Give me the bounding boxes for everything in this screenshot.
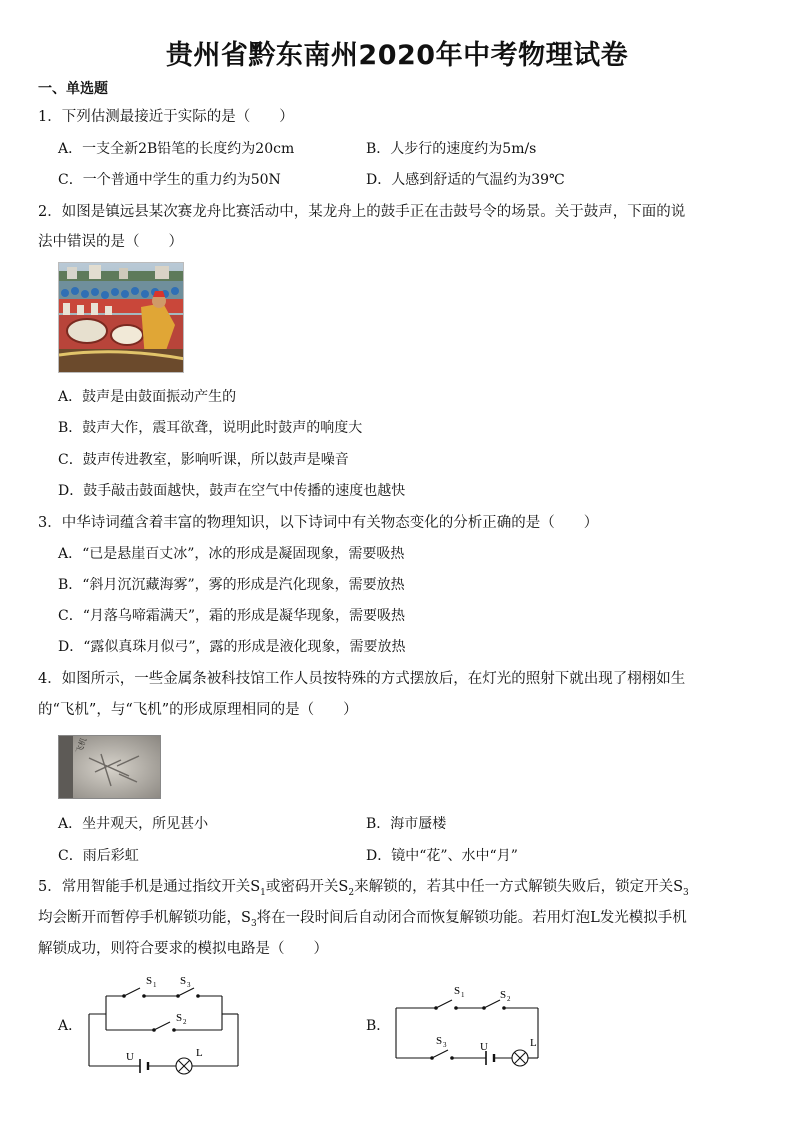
q1-option-a: A．一支全新2B铅笔的长度约为20cm (58, 141, 295, 157)
q3-option-b: B．“斜月沉沉藏海雾”，雾的形成是汽化现象，需要放热 (58, 577, 405, 593)
svg-text:L: L (530, 1037, 537, 1049)
q4-option-a: A．坐井观天，所见甚小 (58, 816, 209, 832)
svg-text:S: S (454, 985, 461, 997)
q4-option-c: C．雨后彩虹 (58, 848, 139, 864)
page-title: 贵州省黔东南州2020年中考物理试卷 (165, 40, 629, 71)
svg-text:S: S (500, 989, 507, 1001)
section-heading: 一、单选题 (38, 81, 108, 97)
svg-text:L: L (196, 1047, 203, 1059)
question-1-stem: 1．下列估测最接近于实际的是（ ） (38, 109, 294, 125)
svg-text:3: 3 (443, 1041, 447, 1049)
dragon-boat-drum-photo (58, 262, 184, 373)
q3-option-d: D．“露似真珠月似弓”，露的形成是液化现象，需要放热 (58, 639, 406, 655)
q3-option-c: C．“月落乌啼霜满天”，霜的形成是凝华现象，需要吸热 (58, 608, 406, 624)
q4-option-d: D．镜中“花”、水中“月” (366, 848, 518, 864)
q3-option-a: A．“已是悬崖百丈冰”，冰的形成是凝固现象，需要吸热 (58, 546, 405, 562)
svg-text:1: 1 (461, 991, 465, 999)
svg-text:S: S (146, 975, 153, 987)
question-3-stem: 3．中华诗词蕴含着丰富的物理知识，以下诗词中有关物态变化的分析正确的是（ ） (38, 515, 599, 531)
circuit-diagram-b (388, 980, 558, 1080)
question-5-stem-line2: 均会断开而暂停手机解锁功能，$S_3$将在一段时间后自动闭合而恢复解锁功能。若用灯泡L发光模拟手机 (38, 910, 687, 929)
question-5-stem-line3: 解锁成功，则符合要求的模拟电路是（ ） (38, 941, 328, 957)
svg-text:U: U (480, 1041, 488, 1053)
q1-option-c: C．一个普通中学生的重力约为50N (58, 172, 281, 188)
svg-text:S: S (436, 1035, 443, 1047)
q1-option-b: B．人步行的速度约为5m/s (366, 141, 537, 157)
question-4-stem-line2: 的“飞机”，与“飞机”的形成原理相同的是（ ） (38, 702, 358, 718)
q4-option-b: B．海市蜃楼 (366, 816, 447, 832)
q2-option-d: D．鼓手敲击鼓面越快，鼓声在空气中传播的速度也越快 (58, 483, 406, 499)
svg-text:2: 2 (507, 995, 511, 1003)
svg-text:U: U (126, 1051, 134, 1063)
metal-airplane-shadow-photo (58, 735, 161, 799)
q2-option-c: C．鼓声传进教室，影响听课，所以鼓声是噪音 (58, 452, 349, 468)
svg-text:S: S (176, 1012, 183, 1024)
q1-option-d: D．人感到舒适的气温约为39℃ (366, 172, 565, 188)
svg-text:S: S (180, 975, 187, 987)
airplane-label: 飞机 (74, 736, 89, 755)
svg-text:1: 1 (153, 981, 157, 989)
question-2-stem-line2: 法中错误的是（ ） (38, 234, 183, 250)
q5-option-a-label: A． (58, 1018, 83, 1034)
question-2-stem-line1: 2．如图是镇远县某次赛龙舟比赛活动中，某龙舟上的鼓手正在击鼓号令的场景。关于鼓声，下面的说 (38, 204, 686, 220)
svg-text:3: 3 (187, 981, 191, 989)
q2-option-a: A．鼓声是由鼓面振动产生的 (58, 389, 237, 405)
circuit-diagram-a (82, 970, 252, 1080)
question-5-stem-line1: 5．常用智能手机是通过指纹开关$S_1$或密码开关$S_2$来解锁的，若其中任一方式解锁失败后，锁定开关$S_3$ (38, 879, 689, 898)
q5-option-b-label: B． (366, 1018, 391, 1034)
q2-option-b: B．鼓声大作，震耳欲聋，说明此时鼓声的响度大 (58, 420, 363, 436)
question-4-stem-line1: 4．如图所示，一些金属条被科技馆工作人员按特殊的方式摆放后，在灯光的照射下就出现了栩栩如生 (38, 671, 686, 687)
svg-text:2: 2 (183, 1018, 187, 1026)
